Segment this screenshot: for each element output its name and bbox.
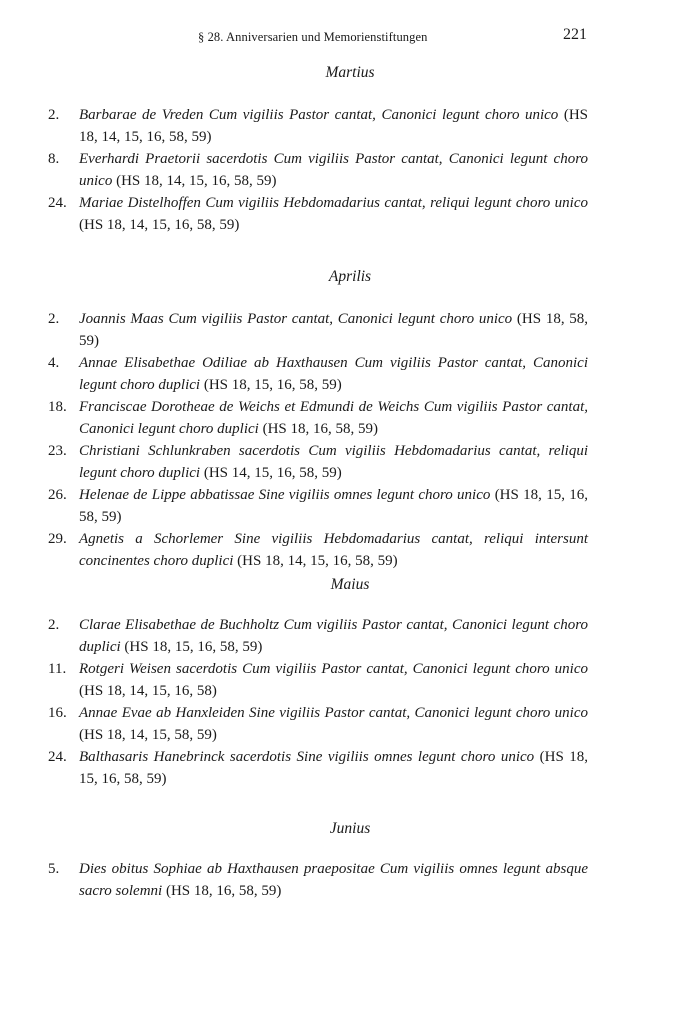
month-heading-martius: Martius [325,64,375,81]
entry-day: 23. [48,443,67,459]
entry-rule: Sine vigiliis omnes legunt choro unico [258,487,491,503]
entry-day: 2. [48,107,60,123]
month-heading-junius: Junius [329,820,371,837]
entry-list-martius [48,104,589,236]
entry [48,614,588,658]
entry-rule: Cum vigiliis Pastor cantat, Canonici legunt choro unico [208,107,559,123]
entry-day: 29. [48,531,67,547]
entry-sources: (HS 18, 58, 59) [79,311,589,349]
page-number: 221 [563,26,587,43]
entry [48,528,589,572]
entry-day: 2. [48,311,60,327]
entry-sources: (HS 18, 16, 58, 59) [165,883,282,899]
entry-day: 4. [48,355,60,371]
entry-rule: Cum vigiliis Hebdomadarius cantat, reliqui legunt choro unico [205,195,589,211]
entry-name: Everhardi Praetorii sacerdotis [79,151,268,167]
entry-name: Helenae de Lippe abbatissae [79,487,255,503]
entry-list-aprilis [48,308,589,572]
entry-name: Joannis Maas [79,311,164,327]
entry-sources: (HS 18, 15, 16, 58, 59) [79,749,589,787]
entry-rule: Cum vigiliis Pastor cantat, Canonici legunt choro duplici [79,355,588,393]
entry-day: 2. [48,617,60,633]
entry-list-junius [48,858,588,902]
entry [48,396,588,440]
entry-day: 24. [48,195,67,211]
entry [48,702,588,746]
entry-name: Clarae Elisabethae de Buchholtz [79,617,280,633]
entry-name: Barbarae de Vreden [79,107,204,123]
entry-name: Mariae Distelhoffen [79,195,201,211]
entry-sources: (HS 18, 14, 15, 16, 58, 59) [237,553,398,569]
entry [48,746,589,790]
entry-sources: (HS 18, 15, 16, 58, 59) [203,377,342,393]
entry-sources: (HS 18, 14, 15, 16, 58) [79,683,217,699]
entry [48,352,588,396]
entry [48,440,588,484]
entry-rule: Cum vigiliis Pastor cantat, Canonici legunt choro unico [168,311,513,327]
entry-day: 18. [48,399,67,415]
entry-day: 16. [48,705,67,721]
entry-day: 26. [48,487,67,503]
entry-sources: (HS 18, 14, 15, 16, 58, 59) [79,217,240,233]
entry-rule: Cum vigiliis Pastor cantat, Canonici legunt choro duplici [79,617,588,655]
entry-name: Agnetis a Schorlemer [79,531,224,547]
entry-name: Franciscae Dorotheae de Weichs et Edmundi de Weichs [79,399,420,415]
entry [48,104,588,148]
entry-rule: Cum vigiliis Pastor cantat, Canonici legunt choro duplici [79,399,588,437]
entry [48,484,588,528]
entry-sources: (HS 18, 14, 15, 16, 58, 59) [116,173,277,189]
entry-rule: Sine vigiliis Pastor cantat, Canonici legunt choro unico [249,705,588,721]
entry [48,308,589,352]
entry-sources: (HS 18, 16, 58, 59) [262,421,379,437]
entry-list-maius [48,614,589,790]
entry-name: Dies obitus Sophiae ab Haxthausen praepositae [79,861,375,877]
entry-rule: Cum vigiliis Hebdomadarius cantat, reliqui legunt choro duplici [79,443,588,481]
month-heading-aprilis: Aprilis [328,268,372,285]
entry-name: Rotgeri Weisen sacerdotis [79,661,238,677]
entry-day: 24. [48,749,67,765]
entry [48,148,588,192]
entry-rule: Sine vigiliis omnes legunt choro unico [296,749,535,765]
running-head-title: § 28. Anniversarien und Memorienstiftungen [198,30,428,44]
entry-rule: Cum vigiliis Pastor cantat, Canonici legunt choro unico [79,151,588,189]
entry-day: 8. [48,151,60,167]
entry-sources: (HS 18, 15, 16, 58, 59) [124,639,263,655]
entry-name: Balthasaris Hanebrinck sacerdotis [79,749,292,765]
entry-name: Annae Evae ab Hanxleiden [79,705,245,721]
entry [48,858,588,902]
entry-rule: Cum vigiliis Pastor cantat, Canonici legunt choro unico [242,661,588,677]
entry-rule: Sine vigiliis Hebdomadarius cantat, reliqui intersunt concinentes choro duplici [79,531,589,569]
entry [48,192,589,236]
entry-rule: Cum vigiliis omnes legunt absque sacro solemni [79,861,588,899]
entry-sources: (HS 18, 14, 15, 16, 58, 59) [79,107,588,145]
entry-day: 11. [48,661,67,677]
entry-sources: (HS 14, 15, 16, 58, 59) [203,465,342,481]
month-heading-maius: Maius [330,576,370,593]
entry-day: 5. [48,861,60,877]
entry-name: Annae Elisabethae Odiliae ab Haxthausen [79,355,348,371]
running-head [0,24,700,48]
entry-name: Christiani Schlunkraben sacerdotis [79,443,301,459]
entry-sources: (HS 18, 14, 15, 58, 59) [79,727,217,743]
entry-sources: (HS 18, 15, 16, 58, 59) [79,487,588,525]
entry [48,658,588,702]
